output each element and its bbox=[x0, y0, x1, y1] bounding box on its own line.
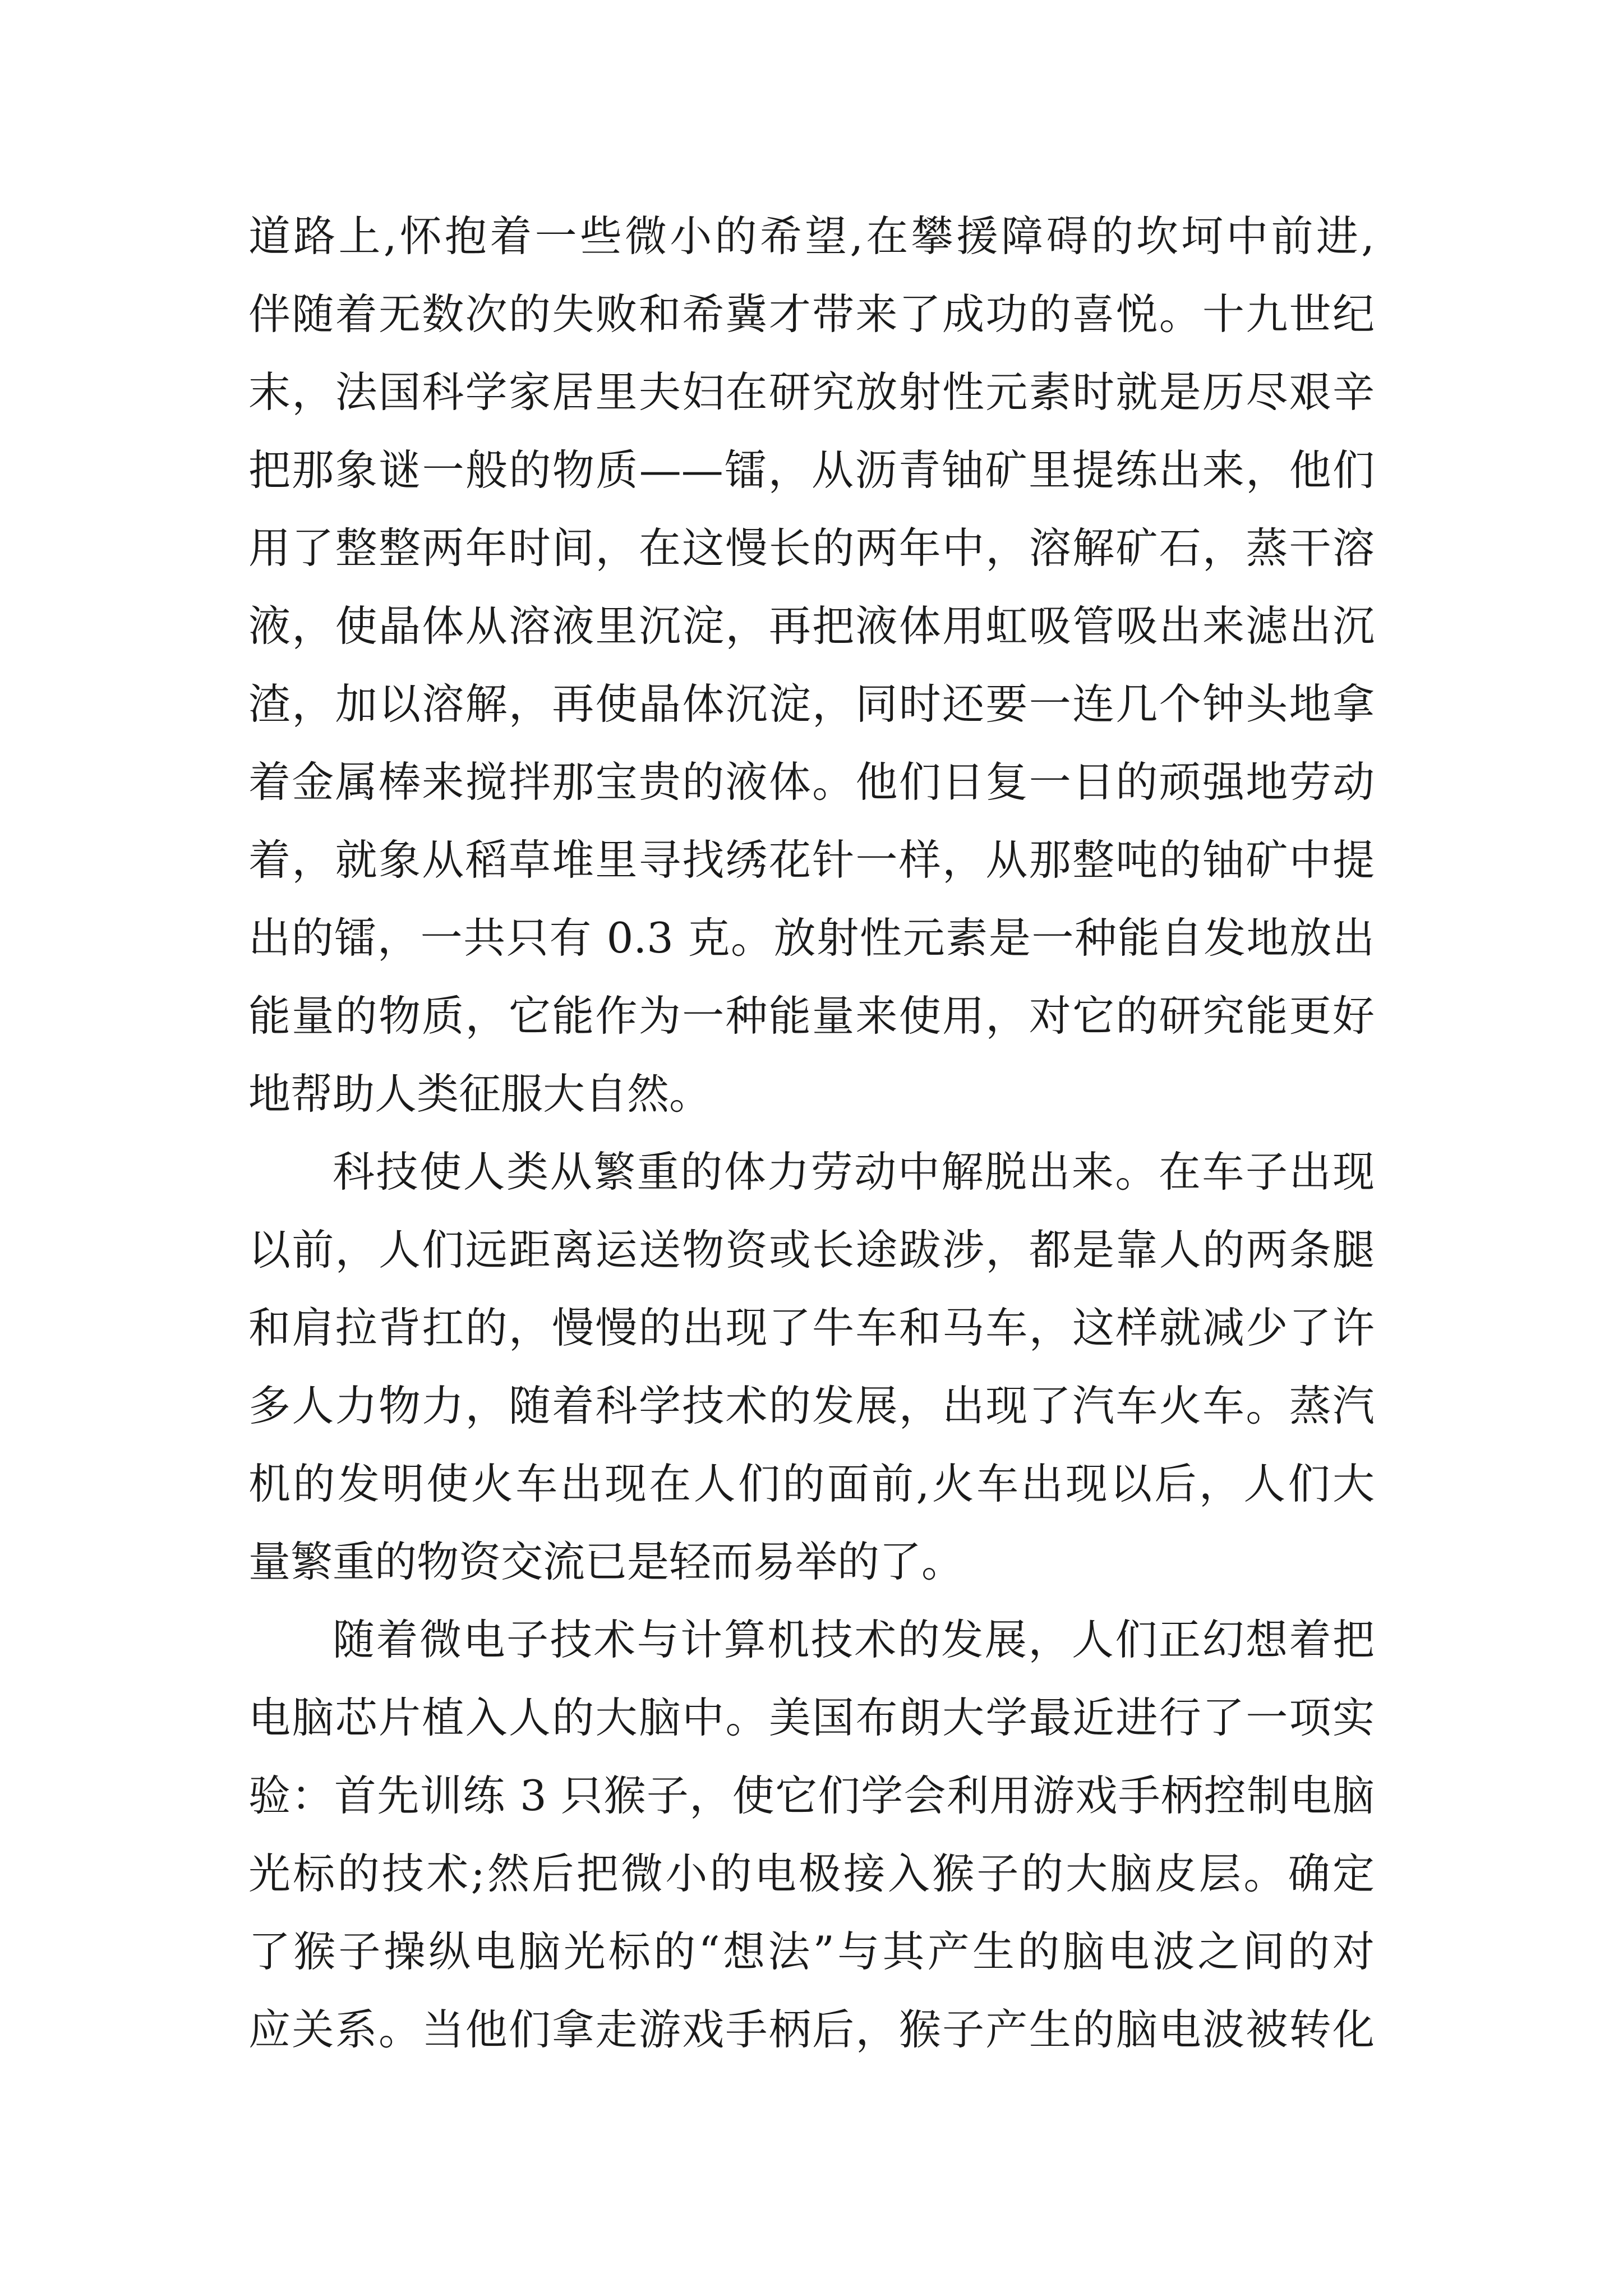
text-line: 出的镭，一共只有 0.3 克。放射性元素是一种能自发地放出 bbox=[248, 913, 1375, 963]
text-line: 能量的物质，它能作为一种能量来使用，对它的研究能更好 bbox=[248, 991, 1375, 1041]
text-line: 用了整整两年时间，在这慢长的两年中，溶解矿石，蒸干溶 bbox=[248, 523, 1375, 573]
text-line: 把那象谜一般的物质——镭，从沥青铀矿里提练出来，他们 bbox=[248, 445, 1375, 495]
text-line: 地帮助人类征服大自然。 bbox=[248, 1069, 712, 1119]
paragraph-2 bbox=[248, 1133, 1375, 1601]
text-line: 末，法国科学家居里夫妇在研究放射性元素时就是历尽艰辛 bbox=[248, 367, 1375, 417]
text-line: 道路上,怀抱着一些微小的希望,在攀援障碍的坎坷中前进, bbox=[248, 211, 1375, 261]
text-line: 液，使晶体从溶液里沉淀，再把液体用虹吸管吸出来滤出沉 bbox=[248, 601, 1375, 651]
text-line: 电脑芯片植入人的大脑中。美国布朗大学最近进行了一项实 bbox=[248, 1693, 1375, 1742]
text-line: 以前，人们远距离运送物资或长途跋涉，都是靠人的两条腿 bbox=[248, 1225, 1375, 1274]
text-line: 和肩拉背扛的，慢慢的出现了牛车和马车，这样就减少了许 bbox=[248, 1303, 1375, 1352]
text-line: 验：首先训练 3 只猴子，使它们学会利用游戏手柄控制电脑 bbox=[248, 1771, 1375, 1820]
text-line: 渣，加以溶解，再使晶体沉淀，同时还要一连几个钟头地拿 bbox=[248, 679, 1375, 729]
text-line: 着，就象从稻草堆里寻找绣花针一样，从那整吨的铀矿中提 bbox=[248, 835, 1375, 885]
text-line: 机的发明使火车出现在人们的面前,火车出现以后，人们大 bbox=[248, 1459, 1375, 1508]
text-line: 了猴子操纵电脑光标的“想法”与其产生的脑电波之间的对 bbox=[248, 1927, 1375, 1976]
text-line: 伴随着无数次的失败和希冀才带来了成功的喜悦。十九世纪 bbox=[248, 289, 1375, 339]
text-line: 随着微电子技术与计算机技术的发展，人们正幻想着把 bbox=[333, 1615, 1375, 1664]
text-line: 科技使人类从繁重的体力劳动中解脱出来。在车子出现 bbox=[333, 1147, 1375, 1197]
text-line: 光标的技术;然后把微小的电极接入猴子的大脑皮层。确定 bbox=[248, 1849, 1375, 1898]
text-line: 着金属棒来搅拌那宝贵的液体。他们日复一日的顽强地劳动 bbox=[248, 757, 1375, 807]
text-line: 应关系。当他们拿走游戏手柄后，猴子产生的脑电波被转化 bbox=[248, 2005, 1375, 2054]
paragraph-3 bbox=[248, 1601, 1375, 2069]
document-body bbox=[248, 197, 1375, 2069]
text-line: 量繁重的物资交流已是轻而易举的了。 bbox=[248, 1537, 964, 1586]
text-line: 多人力物力，随着科学技术的发展，出现了汽车火车。蒸汽 bbox=[248, 1381, 1375, 1430]
paragraph-1 bbox=[248, 197, 1375, 1133]
